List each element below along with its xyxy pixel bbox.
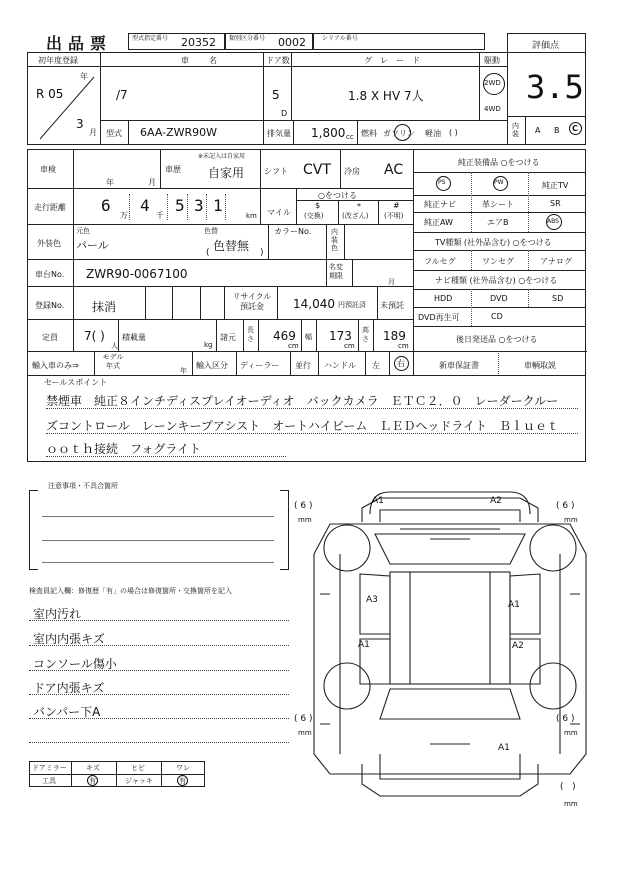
new-car-warranty[interactable]: 新車保証書 xyxy=(439,361,479,370)
model-year-unit: 年 xyxy=(180,367,187,375)
model-code: 20352 xyxy=(181,36,216,49)
handle-label: ハンドル xyxy=(324,361,356,370)
height-label: 高さ xyxy=(362,326,369,343)
sunroof[interactable]: SR xyxy=(550,199,561,208)
unknown-txt: (不明) xyxy=(384,212,404,220)
rating-label: 評価点 xyxy=(532,41,560,51)
width-cm: cm xyxy=(344,342,355,350)
exchange-sym[interactable]: $ xyxy=(315,201,321,210)
mark-front-door-right: A1 xyxy=(508,600,520,610)
tv-analog[interactable]: アナログ xyxy=(540,257,572,266)
class-code-box xyxy=(225,33,313,50)
equip-jack-label: ジャッキ xyxy=(125,777,153,785)
first-reg-label: 初年度登録 xyxy=(38,56,78,65)
reg-label: 登録No. xyxy=(35,301,65,310)
note-item-2: 室内内張キズ xyxy=(33,632,105,646)
tire-fl: ( 6 ) xyxy=(294,501,313,511)
tire-spare-mm: mm xyxy=(564,800,578,808)
shift: CVT xyxy=(303,162,331,178)
ps[interactable]: PS xyxy=(438,179,446,186)
tire-fr: ( 6 ) xyxy=(556,501,575,511)
orig-color: パール xyxy=(76,239,109,252)
length-label: 長さ xyxy=(247,326,254,343)
color-code-label: 色替 xyxy=(204,227,218,235)
sales-point-box xyxy=(27,375,586,462)
doors: 5 xyxy=(272,88,280,102)
height: 189 xyxy=(383,329,406,343)
mileage-digit-4: 3 xyxy=(194,196,204,215)
equip-table xyxy=(29,761,205,787)
load-unit: kg xyxy=(204,341,213,349)
modified-txt: (改ざん) xyxy=(342,212,369,220)
type-label: 型式 xyxy=(106,129,122,138)
page-title: 出品票 xyxy=(46,34,113,53)
length: 469 xyxy=(273,329,296,343)
recycle-label: リサイクル預託金 xyxy=(232,292,272,311)
interior-c[interactable]: C xyxy=(572,124,578,133)
mark-rear-bumper: A1 xyxy=(498,743,510,753)
note-item-5: バンパー下A xyxy=(33,705,101,719)
tire-fr-mm: mm xyxy=(564,516,578,524)
tire-rl: ( 6 ) xyxy=(294,714,313,724)
equip-header-break: ワレ xyxy=(176,764,190,772)
height-cm: cm xyxy=(398,342,409,350)
grade-label: グレード xyxy=(364,56,428,65)
class-code-label: 類別区分番号 xyxy=(229,35,266,42)
handle-left[interactable]: 左 xyxy=(372,361,380,370)
door-suffix: D xyxy=(281,109,288,118)
interior-color-label: 内装色 xyxy=(331,228,338,252)
mileage-km: km xyxy=(246,212,257,220)
cc-unit: cc xyxy=(346,133,354,141)
car-name-label: 車名 xyxy=(181,56,237,65)
name-change-label: 名変期限 xyxy=(329,263,343,280)
capacity-unit: 人 xyxy=(111,342,118,350)
interior-a[interactable]: A xyxy=(535,126,541,135)
sales-line-3: ｏｏｔｈ接続 フォグライト xyxy=(46,442,202,456)
note-item-4: ドア内張キズ xyxy=(33,681,105,695)
first-reg-year: R 05 xyxy=(36,87,64,101)
main-block: 車検 年 月 車歴 ※未記入は自家用 自家用 シフト CVT 冷房 AC 走行距離 6 万 4 千 5 3 1 km ○をつける マイル $ (交換) * (改ざん) # (不明) 外装色 元色 パール 色替 色替無 ( ) カラーNo. 内装色 車台No. ZWR90-0067100 名変期限 月 登録No. 抹消 リサイクル預託金 14,040 円預託済 未預託 定員 7( ) 人 積載量 kg 諸元 長さ 469 cm 幅 173 cm 高さ 189 cm 輸入車のみ⇒ モデル年式 年 輸入区分 ディーラー 並行 ハンドル 左 右 純正装備品 ○をつける PS PW 純正TV 純正ナビ 革シート SR 純正AW エアB ABS TV種類 (社外品含む) ○をつける フルセグ ワンセグ アナログ ナビ種類 (社外品含む) ○をつける HDD DVD SD DVD再生可 CD 後日発送品 ○をつける 新車保証書 車輌取説 xyxy=(27,149,586,376)
equip-jack-value[interactable]: 有 xyxy=(179,777,186,785)
vehicle-info-block xyxy=(27,52,508,145)
ac-label: 冷房 xyxy=(344,167,360,176)
inspection-year: 年 xyxy=(106,178,114,187)
caution-bracket xyxy=(29,490,289,570)
recycle-unit: 円預託済 xyxy=(338,301,366,309)
handle-right[interactable]: 右 xyxy=(397,359,405,368)
equip-tools-label: 工具 xyxy=(42,777,56,785)
tv-fullseg[interactable]: フルセグ xyxy=(424,257,456,266)
equip-title: 純正装備品 ○をつける xyxy=(458,158,540,167)
rating-value: 3.5 xyxy=(526,68,584,106)
chassis-label: 車台No. xyxy=(35,270,65,279)
import-label: 輸入車のみ⇒ xyxy=(32,361,79,370)
mileage-digit-1: 6 xyxy=(101,196,111,215)
color-change: 色替無 xyxy=(213,239,250,253)
navi-title: ナビ種類 (社外品含む) ○をつける xyxy=(435,276,558,285)
car-manual[interactable]: 車輌取説 xyxy=(524,361,556,370)
tv-oneseg[interactable]: ワンセグ xyxy=(482,257,514,266)
dvd-playback[interactable]: DVD再生可 xyxy=(418,313,460,322)
note-item-3: コンソール傷小 xyxy=(33,657,117,671)
colorno-label: カラーNo. xyxy=(274,227,312,236)
reg: 抹消 xyxy=(92,300,117,314)
fuel-label: 燃料 xyxy=(361,129,377,138)
recycle: 14,040 xyxy=(293,297,335,311)
drive-4wd[interactable]: 4WD xyxy=(484,105,501,113)
aw-genuine[interactable]: 純正AW xyxy=(424,218,453,227)
interior-b[interactable]: B xyxy=(554,126,560,135)
mileage-sen: 千 xyxy=(156,211,164,220)
orig-color-label: 元色 xyxy=(76,227,90,235)
modified-sym[interactable]: * xyxy=(357,202,361,211)
equip-tools-value[interactable]: 有 xyxy=(89,777,96,785)
abs[interactable]: ABS xyxy=(547,218,559,225)
tire-spare: ( ) xyxy=(560,782,576,792)
import-parallel[interactable]: 並行 xyxy=(295,361,311,370)
width-label: 幅 xyxy=(305,333,312,341)
history: 自家用 xyxy=(208,166,245,180)
mark-rear-door-left: A1 xyxy=(358,640,370,650)
displacement: 1,800 xyxy=(311,126,346,140)
serial-box xyxy=(313,33,485,50)
tire-rr-mm: mm xyxy=(564,729,578,737)
tv-title: TV種類 (社外品含む) ○をつける xyxy=(435,238,552,247)
drive-label: 駆動 xyxy=(484,56,500,65)
tire-fl-mm: mm xyxy=(298,516,312,524)
equip-header-crack: ヒビ xyxy=(131,764,145,772)
sales-line-1: 禁煙車 純正８インチディスプレイオーディオ バックカメラ ＥＴＣ２．０ レーダークルー xyxy=(46,394,559,408)
equip-header-mirror: ドアミラー xyxy=(32,764,67,772)
ac: AC xyxy=(384,162,404,178)
fuel-diesel[interactable]: 軽油 xyxy=(425,129,441,138)
load-label: 積載量 xyxy=(122,333,146,342)
name-change-month: 月 xyxy=(388,278,395,286)
unpaid-label: 未預託 xyxy=(380,301,404,310)
sales-label: セールスポイント xyxy=(44,378,108,387)
circle-note: ○をつける xyxy=(318,191,357,200)
car-name: /7 xyxy=(116,88,128,102)
interior-label: 内装 xyxy=(512,122,519,138)
mark-front-left: A1 xyxy=(372,496,384,506)
class-code: 0002 xyxy=(278,36,306,49)
dimensions-label: 諸元 xyxy=(220,333,236,342)
mileage-man: 万 xyxy=(120,211,128,220)
rating-box xyxy=(507,33,586,145)
capacity-label: 定員 xyxy=(42,333,58,342)
airbag[interactable]: エアB xyxy=(487,218,509,227)
unknown-sym[interactable]: # xyxy=(393,201,400,210)
navi-genuine[interactable]: 純正ナビ xyxy=(424,200,456,209)
year-mark: 年 xyxy=(80,72,88,81)
fuel-other: ( ) xyxy=(449,128,458,137)
import-type-label: 輸入区分 xyxy=(196,361,228,370)
first-reg-month: 3 xyxy=(76,117,84,131)
navi-hdd[interactable]: HDD xyxy=(434,294,453,303)
capacity: 7( ) xyxy=(84,329,105,343)
sales-line-2: ズコントロール レーンキープアシスト オートハイビーム ＬＥＤヘッドライト Ｂｌｕｅｔ xyxy=(46,419,560,433)
mark-rear-door-right: A2 xyxy=(512,641,524,651)
mileage-digit-5: 1 xyxy=(213,196,223,215)
inspector-label: 検査員記入欄：修復歴「有」の場合は修復箇所・交換箇所を記入 xyxy=(29,587,232,595)
leather-seat[interactable]: 革シート xyxy=(482,200,514,209)
tire-rl-mm: mm xyxy=(298,729,312,737)
equip-header-scratch: キズ xyxy=(86,764,100,772)
displacement-label: 排気量 xyxy=(267,129,291,138)
width: 173 xyxy=(329,329,352,343)
serial-label: シリアル番号 xyxy=(322,35,358,42)
exchange-txt: (交換) xyxy=(304,212,324,220)
month-mark: 月 xyxy=(89,128,97,137)
color-label: 外装色 xyxy=(37,239,61,248)
mileage-label: 走行距離 xyxy=(34,203,66,212)
grade: 1.8 X HV 7人 xyxy=(348,89,424,103)
note-item-1: 室内汚れ xyxy=(33,607,82,621)
mark-front-right: A2 xyxy=(490,496,502,506)
chassis: ZWR90-0067100 xyxy=(86,267,188,281)
navi-sd[interactable]: SD xyxy=(552,294,564,303)
inspection-label: 車検 xyxy=(40,165,56,174)
type: 6AA-ZWR90W xyxy=(140,126,218,139)
model-code-label: 型式指定番号 xyxy=(132,35,169,42)
tire-rr: ( 6 ) xyxy=(556,714,575,724)
navi-dvd[interactable]: DVD xyxy=(490,294,508,303)
mileage-digit-2: 4 xyxy=(140,196,150,215)
post-title: 後日発送品 ○をつける xyxy=(456,335,538,344)
mile-label: マイル xyxy=(267,208,291,217)
shift-label: シフト xyxy=(264,167,288,176)
length-cm: cm xyxy=(288,342,299,350)
tv-genuine[interactable]: 純正TV xyxy=(542,181,569,190)
door-label: ドア数 xyxy=(266,56,290,65)
car-diagram xyxy=(300,484,600,814)
history-label: 車歴 xyxy=(165,165,181,174)
drive-2wd[interactable]: 2WD xyxy=(484,79,501,87)
pw[interactable]: PW xyxy=(494,179,504,186)
cd[interactable]: CD xyxy=(491,312,503,321)
header-code-box xyxy=(128,33,225,50)
model-year-label: モデル年式 xyxy=(102,353,124,370)
mileage-digit-3: 5 xyxy=(175,196,185,215)
fuel-gasoline-circle xyxy=(394,124,411,141)
import-dealer[interactable]: ディーラー xyxy=(240,361,280,370)
history-note: ※未記入は自家用 xyxy=(198,153,246,160)
inspection-month: 月 xyxy=(148,178,156,187)
mark-front-door-left: A3 xyxy=(366,595,378,605)
caution-label: 注意事項・不具合箇所 xyxy=(48,482,118,490)
fuel-gasoline[interactable]: ガソリン xyxy=(383,129,415,138)
